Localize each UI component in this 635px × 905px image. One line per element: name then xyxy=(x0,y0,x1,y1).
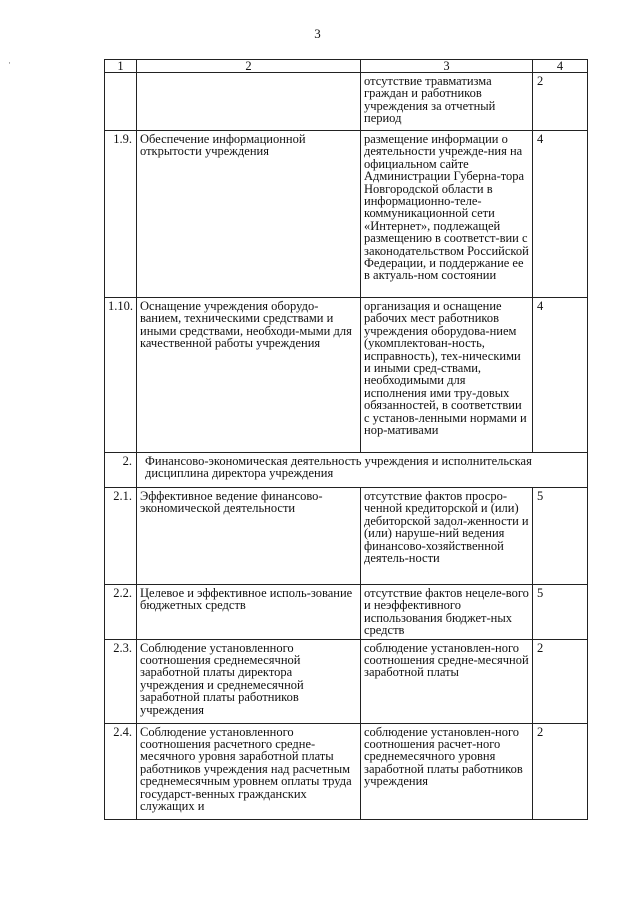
header-cell-4: 4 xyxy=(533,60,588,73)
header-cell-3: 3 xyxy=(361,60,533,73)
criterion-cell: Оснащение учреждения оборудо-ванием, техническими средствами и иными средствами, необходи-мыми для качественной работы учреждения xyxy=(137,298,361,453)
row-number: 2.1. xyxy=(105,488,137,585)
table-row xyxy=(105,488,588,585)
indicator-cell: размещение информации о деятельности учрежде-ния на официальном сайте Администрации Губерна-тора Новгородской области в информационно-теле-коммуникационной сети «Интернет», подлежащей размещению в соответст-вии с законодательством Российской Федерации, и поддержание ее в актуаль-ном состоянии xyxy=(361,131,533,298)
table-row xyxy=(105,639,588,723)
indicator-cell: организация и оснащение рабочих мест работников учреждения оборудова-нием (укомплектован-ность, исправность), тех-ническими и иными сред-ствами, необходимыми для исполнения ими тру-довых обязанностей, в соответствии с установ-ленными нормами и нор-мативами xyxy=(361,298,533,453)
points-cell: 5 xyxy=(533,585,588,640)
points-cell: 4 xyxy=(533,298,588,453)
table-row xyxy=(105,723,588,819)
criterion-cell: Эффективное ведение финансово-экономической деятельности xyxy=(137,488,361,585)
points-cell: 5 xyxy=(533,488,588,585)
row-number: 1.10. xyxy=(105,298,137,453)
criterion-cell xyxy=(137,73,361,131)
header-cell-1: 1 xyxy=(105,60,137,73)
row-number: 1.9. xyxy=(105,131,137,298)
row-number: 2.4. xyxy=(105,723,137,819)
criterion-cell: Соблюдение установленного соотношения расчетного средне-месячного уровня заработной платы работников учреждения над расчетным среднемесячным уровнем оплаты труда государст-венных гражданских служащих и xyxy=(137,723,361,819)
points-cell: 2 xyxy=(533,723,588,819)
points-cell: 4 xyxy=(533,131,588,298)
row-number: 2.3. xyxy=(105,639,137,723)
table-row xyxy=(105,585,588,640)
table-row xyxy=(105,73,588,131)
indicator-cell: соблюдение установлен-ного соотношения расчет-ного среднемесячного уровня заработной платы работников учреждения xyxy=(361,723,533,819)
points-cell: 2 xyxy=(533,639,588,723)
indicator-cell: отсутствие фактов нецеле-вого и неэффективного использования бюджет-ных средств xyxy=(361,585,533,640)
points-cell: 2 xyxy=(533,73,588,131)
criterion-cell: Соблюдение установленного соотношения среднемесячной заработной платы директора учреждения и среднемесячной заработной платы работников учреждения xyxy=(137,639,361,723)
indicator-cell: отсутствие фактов просро-ченной кредиторской и (или) дебиторской задол-женности и (или) наруше-ний ведения финансово-хозяйственной деятель-ности xyxy=(361,488,533,585)
section-heading: Финансово-экономическая деятельность учреждения и исполнительская дисциплина директора учреждения xyxy=(137,453,588,488)
table-header-row xyxy=(105,60,588,73)
scan-speck: · xyxy=(8,58,11,68)
header-cell-2: 2 xyxy=(137,60,361,73)
row-number: 2. xyxy=(105,453,137,488)
row-number xyxy=(105,73,137,131)
indicator-cell: соблюдение установлен-ного соотношения средне-месячной заработной платы xyxy=(361,639,533,723)
indicator-cell: отсутствие травматизма граждан и работников учреждения за отчетный период xyxy=(361,73,533,131)
table-row xyxy=(105,453,588,488)
table-row xyxy=(105,298,588,453)
table-row xyxy=(105,131,588,298)
criteria-table xyxy=(104,59,588,820)
criterion-cell: Целевое и эффективное исполь-зование бюджетных средств xyxy=(137,585,361,640)
page-number: 3 xyxy=(314,26,321,41)
row-number: 2.2. xyxy=(105,585,137,640)
criterion-cell: Обеспечение информационной открытости учреждения xyxy=(137,131,361,298)
